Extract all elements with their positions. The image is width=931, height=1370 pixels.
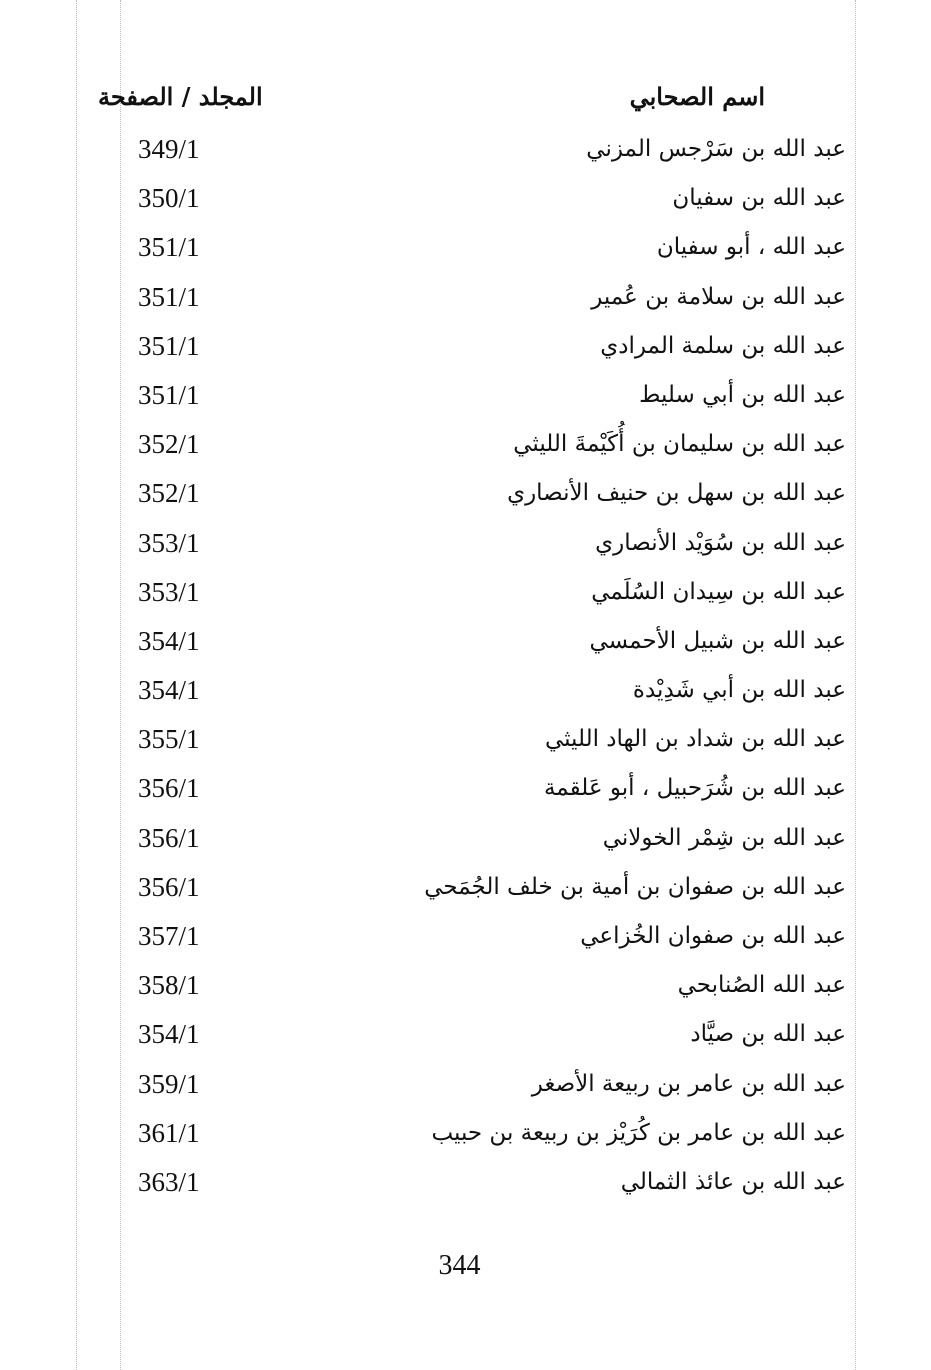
list-item bbox=[0, 130, 931, 179]
companion-name: عبد الله بن سفيان bbox=[672, 185, 846, 212]
companion-name: عبد الله بن سليمان بن أُكَيْمةَ الليثي bbox=[513, 431, 846, 458]
companion-name: عبد الله بن سِيدان السُلَمي bbox=[591, 578, 846, 605]
column-header-reference: المجلد / الصفحة bbox=[98, 82, 263, 111]
companion-name: عبد الله بن شُرَحبيل ، أبو عَلقمة bbox=[543, 775, 846, 802]
companion-name: عبد الله بن شِمْر الخولاني bbox=[602, 824, 846, 851]
list-item bbox=[0, 917, 931, 966]
list-item bbox=[0, 474, 931, 523]
volume-page-ref: 357/1 bbox=[138, 921, 200, 951]
entries-list bbox=[0, 130, 931, 1212]
list-item bbox=[0, 1163, 931, 1212]
list-item bbox=[0, 179, 931, 228]
list-item bbox=[0, 671, 931, 720]
column-header-name: اسم الصحابي bbox=[629, 82, 765, 111]
volume-page-ref: 361/1 bbox=[138, 1117, 200, 1148]
volume-page-ref: 351/1 bbox=[138, 330, 200, 361]
page-number: 344 bbox=[438, 1250, 481, 1281]
companion-name: عبد الله بن سُوَيْد الأنصاري bbox=[595, 529, 846, 556]
companion-name: عبد الله بن شداد بن الهاد الليثي bbox=[544, 726, 846, 753]
list-item bbox=[0, 425, 931, 474]
companion-name: عبد الله بن عامر بن كُرَيْز بن ربيعة بن حبيب bbox=[431, 1119, 846, 1146]
volume-page-ref: 354/1 bbox=[138, 625, 200, 656]
list-item bbox=[0, 524, 931, 573]
companion-name: عبد الله بن شبيل الأحمسي bbox=[589, 627, 846, 654]
list-item bbox=[0, 1065, 931, 1114]
companion-name: عبد الله ، أبو سفيان bbox=[656, 234, 846, 261]
volume-page-ref: 355/1 bbox=[138, 724, 200, 755]
volume-page-ref: 350/1 bbox=[138, 183, 200, 214]
volume-page-ref: 351/1 bbox=[138, 281, 200, 312]
volume-page-ref: 353/1 bbox=[138, 576, 200, 607]
volume-page-ref: 352/1 bbox=[138, 478, 200, 509]
list-item bbox=[0, 573, 931, 622]
companion-name: عبد الله بن صيَّاد bbox=[690, 1021, 846, 1048]
volume-page-ref: 356/1 bbox=[138, 822, 200, 853]
volume-page-ref: 349/1 bbox=[138, 134, 200, 164]
list-item bbox=[0, 376, 931, 425]
companion-name: عبد الله بن صفوان الخُزاعي bbox=[580, 923, 846, 949]
volume-page-ref: 353/1 bbox=[138, 527, 200, 558]
list-item bbox=[0, 622, 931, 671]
list-item bbox=[0, 720, 931, 769]
volume-page-ref: 354/1 bbox=[138, 1019, 200, 1050]
volume-page-ref: 356/1 bbox=[138, 871, 200, 902]
companion-name: عبد الله بن أبي سليط bbox=[639, 381, 846, 408]
companion-name: عبد الله بن سَرْجس المزني bbox=[586, 136, 846, 162]
companion-name: عبد الله بن أبي شَدِيْدة bbox=[632, 677, 846, 704]
volume-page-ref: 363/1 bbox=[138, 1166, 200, 1197]
volume-page-ref: 351/1 bbox=[138, 379, 200, 410]
companion-name: عبد الله بن سلامة بن عُمير bbox=[591, 283, 846, 310]
companion-name: عبد الله الصُنابحي bbox=[677, 972, 846, 999]
list-item bbox=[0, 228, 931, 277]
companion-name: عبد الله بن عامر بن ربيعة الأصغر bbox=[531, 1070, 846, 1097]
list-item bbox=[0, 868, 931, 917]
volume-page-ref: 351/1 bbox=[138, 232, 200, 263]
list-item bbox=[0, 1114, 931, 1163]
list-item bbox=[0, 327, 931, 376]
list-item bbox=[0, 278, 931, 327]
volume-page-ref: 359/1 bbox=[138, 1068, 200, 1099]
companion-name: عبد الله بن عائذ الثمالي bbox=[620, 1168, 846, 1195]
volume-page-ref: 358/1 bbox=[138, 970, 200, 1001]
volume-page-ref: 354/1 bbox=[138, 675, 200, 706]
companion-name: عبد الله بن سلمة المرادي bbox=[600, 332, 846, 359]
volume-page-ref: 356/1 bbox=[138, 773, 200, 804]
companion-name: عبد الله بن صفوان بن أمية بن خلف الجُمَحي bbox=[424, 873, 846, 900]
list-item bbox=[0, 966, 931, 1015]
volume-page-ref: 352/1 bbox=[138, 429, 200, 460]
list-item bbox=[0, 1015, 931, 1064]
companion-name: عبد الله بن سهل بن حنيف الأنصاري bbox=[507, 480, 846, 507]
list-item bbox=[0, 819, 931, 868]
list-item bbox=[0, 769, 931, 818]
